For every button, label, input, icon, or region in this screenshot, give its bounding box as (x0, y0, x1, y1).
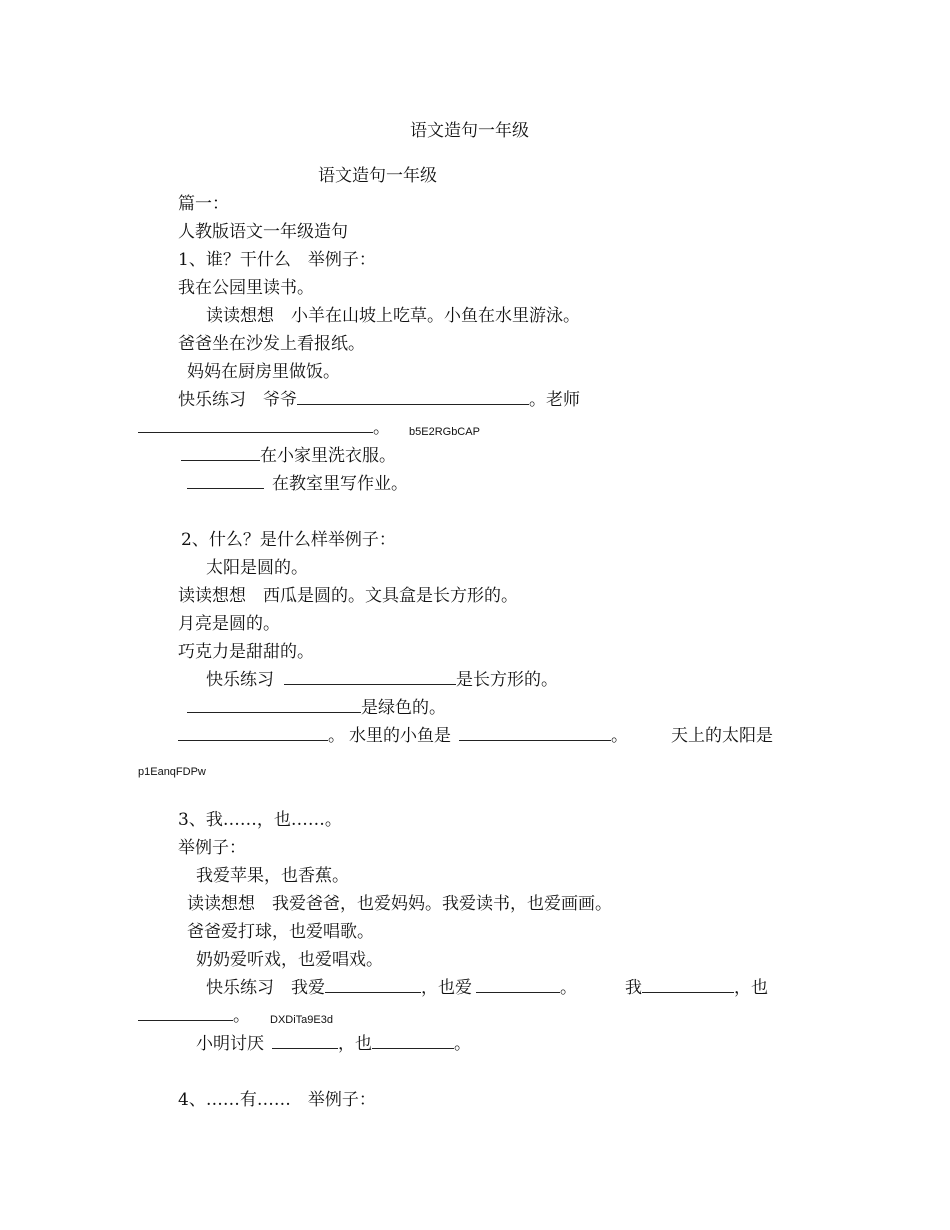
blank-line (372, 1033, 454, 1049)
period: 。 (560, 978, 577, 998)
fill-text: ，也爱 (421, 978, 472, 998)
section-1-read-think: 读读想想 小羊在山坡上吃草。小鱼在水里游泳。 (206, 306, 580, 326)
period: 。 (529, 390, 546, 410)
teacher-label: 老师 (546, 390, 580, 410)
section-2-practice-line (206, 669, 558, 691)
section-3-example: 我爱苹果，也香蕉。 (196, 866, 349, 886)
section-3-practice-me (625, 977, 768, 999)
fill-text: 在教室里写作业。 (272, 474, 408, 494)
practice-label: 快乐练习 爷爷 (178, 390, 297, 410)
fill-text: 在小家里洗衣服。 (260, 446, 396, 466)
blank-line (642, 977, 734, 993)
blank-line (272, 1033, 338, 1049)
fill-text: 我 (625, 978, 642, 998)
section-2-example-3: 巧克力是甜甜的。 (178, 642, 314, 662)
section-2-sun: 天上的太阳是 (671, 726, 773, 746)
part-label: 篇一： (178, 194, 229, 214)
fill-text: ，也 (338, 1034, 372, 1054)
fill-text: 是绿色的。 (361, 698, 446, 718)
section-3-practice-line (206, 977, 577, 999)
blank-line (297, 389, 529, 405)
section-2-fill-2 (187, 697, 446, 719)
blank-line (459, 725, 611, 741)
section-3-example-label: 举例子： (178, 838, 246, 858)
section-1-fill-1 (181, 445, 396, 467)
section-2-fill-3 (178, 725, 628, 747)
section-2-read-think: 读读想想 西瓜是圆的。文具盒是长方形的。 (178, 586, 518, 606)
section-3-heading: 3、我……，也……。 (178, 810, 342, 830)
section-3-practice-cont (138, 1005, 250, 1027)
period: 。 (328, 726, 345, 746)
fill-text: ，也 (734, 978, 768, 998)
section-1-heading: 1、谁？干什么 举例子： (178, 250, 376, 270)
blank-line (325, 977, 421, 993)
doc-code: b5E2RGbCAP (409, 426, 480, 438)
blank-line (476, 977, 560, 993)
section-3-xiaoming (196, 1033, 471, 1055)
section-2-heading: 2、什么？是什么样举例子： (181, 530, 396, 550)
section-1-practice-cont (138, 417, 390, 439)
blank-line (181, 445, 260, 461)
section-3-example-2: 爸爸爱打球，也爱唱歌。 (187, 922, 374, 942)
document-subtitle: 人教版语文一年级造句 (178, 222, 348, 242)
blank-line (138, 417, 373, 433)
fill-text: 水里的小鱼是 (349, 726, 451, 746)
fill-text: 是长方形的。 (456, 670, 558, 690)
section-2-example: 太阳是圆的。 (206, 558, 308, 578)
period: 。 (611, 726, 628, 746)
section-3-read-think: 读读想想 我爱爸爸，也爱妈妈。我爱读书，也爱画画。 (187, 894, 612, 914)
running-header-title: 语文造句一年级 (410, 121, 529, 141)
blank-line (187, 473, 264, 489)
section-3-example-3: 奶奶爱听戏，也爱唱戏。 (196, 950, 383, 970)
doc-code: p1EanqFDPw (138, 766, 206, 778)
section-1-example: 我在公园里读书。 (178, 278, 314, 298)
period: 。 (373, 418, 390, 438)
section-4-heading: 4、……有…… 举例子： (178, 1090, 376, 1110)
period: 。 (233, 1006, 250, 1026)
section-1-practice-line (178, 389, 580, 411)
document-title: 语文造句一年级 (318, 166, 437, 186)
doc-code: DXDiTa9E3d (270, 1014, 333, 1026)
fill-text: 小明讨厌 (196, 1034, 264, 1054)
blank-line (187, 697, 361, 713)
practice-label: 快乐练习 我爱 (206, 978, 325, 998)
blank-line (178, 725, 328, 741)
section-1-example-3: 妈妈在厨房里做饭。 (187, 362, 340, 382)
period: 。 (454, 1034, 471, 1054)
section-1-fill-2 (187, 473, 408, 495)
blank-line (138, 1005, 233, 1021)
section-2-example-2: 月亮是圆的。 (178, 614, 280, 634)
blank-line (284, 669, 456, 685)
practice-label: 快乐练习 (206, 670, 274, 690)
section-1-example-2: 爸爸坐在沙发上看报纸。 (178, 334, 365, 354)
